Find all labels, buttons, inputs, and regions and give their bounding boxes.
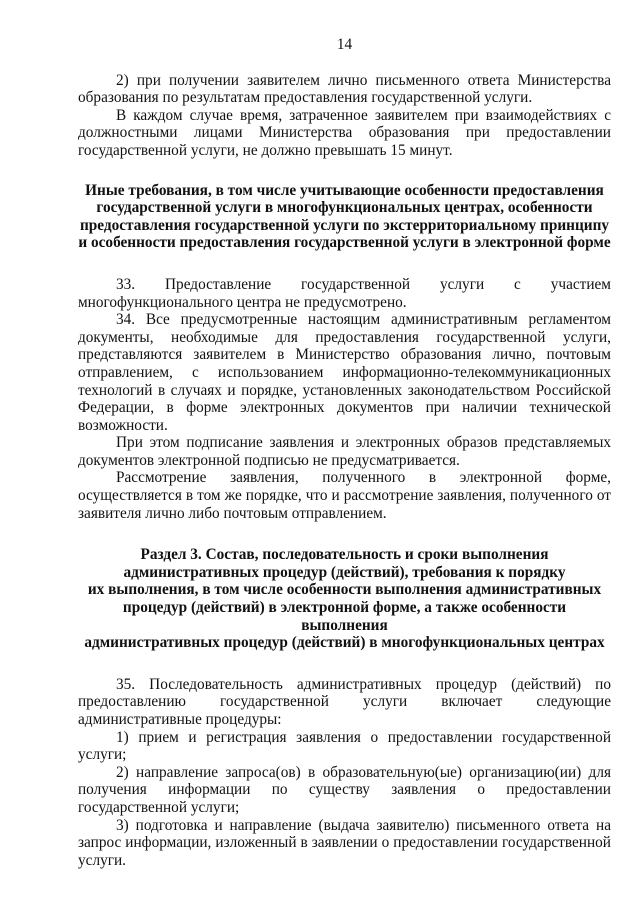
heading-section-3-line: административных процедур (действий) в многофункциональных центрах [84,634,605,652]
heading-section-3 [78,546,611,652]
heading-section-3-line: их выполнения, в том числе особенности выполнения административных [87,581,602,599]
heading-other-requirements: Иные требования, в том числе учитывающие особенности предоставления государственной услуги в многофункциональных центрах, особенности предоставления государственной услуги по экстерриториальному принципу и особенности предоставления государственной услуги в электронной форме [78,181,611,252]
list-item-35-2: 2) направление запроса(ов) в образовательную(ые) организацию(ии) для получения информации по существу заявления о предоставлении государственной услуги; [78,763,611,816]
list-item-35-1: 1) прием и регистрация заявления о предоставлении государственной услуги; [78,728,611,764]
paragraph-33: 33. Предоставление государственной услуги с участием многофункционального центра не предусмотрено. [78,275,611,311]
heading-section-3-line: Раздел 3. Состав, последовательность и сроки выполнения [140,546,549,564]
paragraph-signature: При этом подписание заявления и электронных образов представляемых документов электронной подписью не предусматривается. [78,434,611,469]
page-number: 14 [336,36,353,53]
heading-section-3-line: административных процедур (действий), требования к порядку [123,563,566,581]
page-content [78,36,611,869]
list-item-35-3: 3) подготовка и направление (выдача заявителю) письменного ответа на запрос информации, изложенный в заявлении о предоставлении государственной услуги. [78,816,611,869]
paragraph-35: 35. Последовательность административных процедур (действий) по предоставлению государственной услуги включает следующие административные процедуры: [78,675,611,728]
paragraph-intro-item-2: 2) при получении заявителем лично письменного ответа Министерства образования по результатам предоставления государственной услуги. [78,71,611,107]
paragraph-review: Рассмотрение заявления, полученного в электронной форме, осуществляется в том же порядке, что и рассмотрение заявления, полученного от заявителя лично либо почтовым отправлением. [78,469,611,522]
paragraph-time-limit: В каждом случае время, затраченное заявителем при взаимодействиях с должностными лицами Министерства образования при предоставлении государственной услуги, не должно превышать 15 минут. [78,106,611,159]
paragraph-34: 34. Все предусмотренные настоящим административным регламентом документы, необходимые для предоставления государственной услуги, представляются заявителем в Министерство образования лично, почтовым отправлением, с использованием информационно-телекоммуникационных технологий в случаях и порядке, установленных законодательством Российской Федерации, в форме электронных документов при наличии технической возможности. [78,311,611,434]
heading-section-3-line: процедур (действий) в электронной форме, а также особенности выполнения [122,599,567,634]
